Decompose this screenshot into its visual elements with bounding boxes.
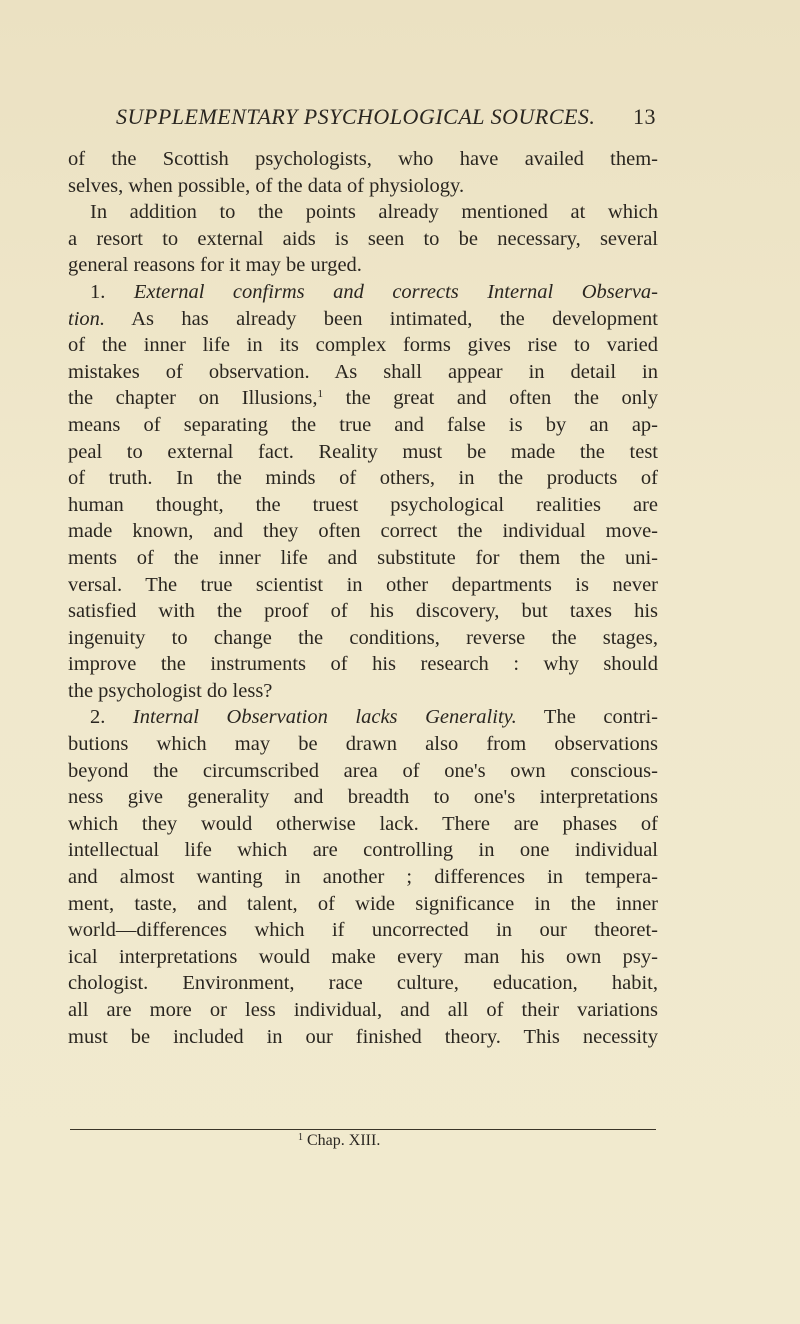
- line-text: of the Scottish psychologists, who have availed them-: [68, 148, 658, 170]
- footnote-text: Chap. XIII.: [303, 1132, 381, 1149]
- line-text-pre: the chapter on Illusions,: [68, 387, 318, 410]
- line-text: butions which may be drawn also from observations: [68, 733, 658, 756]
- text-line: [68, 306, 658, 333]
- line-text: ment, taste, and talent, of wide significance in the inner: [68, 892, 658, 915]
- line-text: beyond the circumscribed area of one's own conscious-: [68, 759, 658, 782]
- line-text-pre: 1.: [90, 280, 134, 303]
- text-line: [68, 492, 658, 519]
- text-line: [68, 944, 658, 971]
- line-text-pre: 2.: [90, 706, 133, 729]
- line-text-post: The contri-: [516, 706, 658, 729]
- footnote-rule: [70, 1129, 656, 1130]
- text-line: [68, 199, 658, 226]
- text-line: [68, 837, 658, 864]
- line-text: peal to external fact. Reality must be made the test: [68, 440, 658, 463]
- text-line: [68, 465, 658, 492]
- line-text: means of separating the true and false is by an ap-: [68, 413, 658, 436]
- text-line: [68, 704, 658, 731]
- text-line: [68, 518, 658, 545]
- text-line: [68, 811, 658, 838]
- line-text: the psychologist do less?: [68, 679, 273, 702]
- text-line: [68, 226, 658, 253]
- line-text: intellectual life which are controlling in one individual: [68, 839, 658, 862]
- text-line: [68, 332, 658, 359]
- section-heading-italic: tion.: [68, 307, 106, 330]
- section-heading-italic: Internal Observation lacks Generality.: [132, 706, 517, 729]
- line-text: In addition to the points already mentioned at which: [90, 201, 658, 224]
- footnote-marker: 1: [298, 1132, 303, 1143]
- footnote-reference: 1: [317, 388, 323, 401]
- line-text: mistakes of observation. As shall appear in detail in: [68, 360, 658, 383]
- text-line: [68, 439, 658, 466]
- text-line: [68, 625, 658, 652]
- line-text: and almost wanting in another ; differences in tempera-: [68, 866, 658, 889]
- line-text-post: As has already been intimated, the development: [105, 307, 658, 330]
- running-head-title: SUPPLEMENTARY PSYCHOLOGICAL SOURCES.: [116, 104, 596, 129]
- line-text: of the inner life in its complex forms gives rise to varied: [68, 334, 658, 357]
- line-text: which they would otherwise lack. There are phases of: [68, 812, 658, 835]
- line-text: human thought, the truest psychological realities are: [68, 493, 658, 516]
- text-line: [68, 731, 658, 758]
- line-text: a resort to external aids is seen to be necessary, several: [68, 227, 658, 250]
- text-line: [68, 997, 658, 1024]
- line-text-post: the great and often the only: [323, 387, 658, 410]
- text-line: [68, 891, 658, 918]
- text-line: [68, 970, 658, 997]
- line-text: must be included in our finished theory. This necessity: [68, 1025, 658, 1048]
- text-line: [68, 412, 658, 439]
- line-text: world—differences which if uncorrected in our theoret-: [68, 919, 658, 942]
- text-line: [68, 146, 658, 173]
- line-text: ingenuity to change the conditions, reverse the stages,: [68, 626, 658, 649]
- text-line: [68, 598, 658, 625]
- text-line: [68, 678, 658, 705]
- text-line: [68, 359, 658, 386]
- text-line: [68, 545, 658, 572]
- running-head: [116, 104, 656, 136]
- text-line: [68, 758, 658, 785]
- line-text: selves, when possible, of the data of physiology.: [68, 174, 465, 197]
- text-line: [68, 173, 658, 200]
- text-line: [68, 784, 658, 811]
- text-line: [68, 252, 658, 279]
- line-text: all are more or less individual, and all of their variations: [68, 999, 658, 1021]
- text-line: [68, 1024, 658, 1051]
- line-text: ical interpretations would make every man his own psy-: [68, 945, 658, 968]
- page-number: 13: [633, 104, 656, 129]
- line-text: general reasons for it may be urged.: [68, 254, 362, 277]
- line-text: satisfied with the proof of his discovery, but taxes his: [68, 600, 658, 623]
- line-text: ments of the inner life and substitute for them the uni-: [68, 546, 658, 569]
- footnote: [298, 1132, 380, 1150]
- line-text: ness give generality and breadth to one's interpretations: [68, 786, 658, 809]
- body-text: [68, 146, 658, 1050]
- text-line: [68, 279, 658, 306]
- text-line: [68, 917, 658, 944]
- line-text: improve the instruments of his research : why should: [68, 653, 658, 676]
- text-line: [68, 864, 658, 891]
- line-text: versal. The true scientist in other departments is never: [68, 573, 658, 596]
- section-heading-italic: External confirms and corrects Internal Observa-: [133, 280, 658, 303]
- text-line: [68, 651, 658, 678]
- line-text: made known, and they often correct the individual move-: [68, 520, 658, 543]
- line-text: of truth. In the minds of others, in the products of: [68, 467, 658, 490]
- text-line: [68, 385, 658, 412]
- line-text: chologist. Environment, race culture, education, habit,: [68, 972, 658, 995]
- text-line: [68, 572, 658, 599]
